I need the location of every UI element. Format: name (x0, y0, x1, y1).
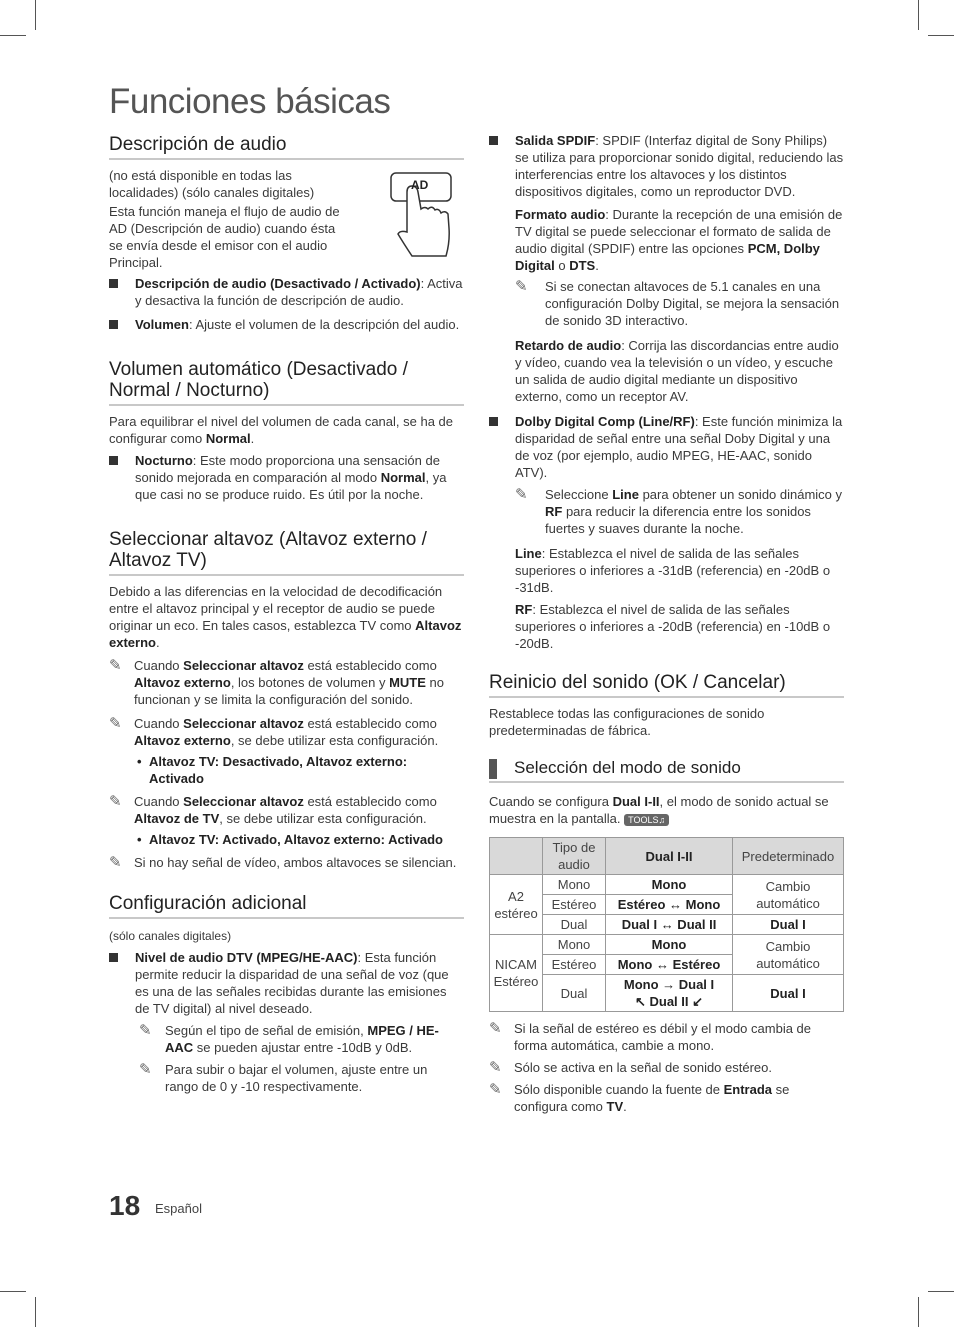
table-row (490, 838, 844, 875)
paragraph: Formato audio: Durante la recepción de una emisión de TV digital se puede seleccionar el formato de salida de audio digital (SPDIF) entre las opciones PCM, Dolby Digital o DTS. (515, 207, 843, 273)
bold-text: Entrada (723, 1082, 773, 1097)
text: Según el tipo de señal de emisión, (165, 1023, 368, 1038)
note-pencil-icon: ✎ (489, 1020, 502, 1037)
note-item (109, 657, 464, 708)
paragraph (489, 793, 844, 827)
note-item: ✎ Sólo disponible cuando la fuente de Entrada se configura como TV. (489, 1081, 790, 1114)
bold-text: Line (612, 487, 639, 502)
crop-mark (928, 1291, 954, 1292)
paragraph: Esta función maneja el flujo de audio de AD (Descripción de audio) cuando ésta se envía desde el emisor con el audio Principal. (109, 204, 340, 270)
bold-text: MPEG / HE-AAC (165, 1023, 439, 1055)
bullet-item (109, 949, 464, 1017)
text: está establecido como (303, 658, 437, 673)
crop-mark (918, 0, 919, 30)
bold-text: RF (515, 602, 533, 617)
page-title: Funciones básicas (109, 82, 391, 121)
section-heading-audio-description: Descripción de audio (109, 134, 464, 160)
text: : Durante la recepción de una emisión de TV digital se puede seleccionar el formato de salida de audio digital (SPDIF) entre las opciones (515, 207, 843, 256)
bullet-square-icon (109, 456, 118, 465)
language-label: Español (155, 1201, 202, 1216)
section-heading-auto-volume: Volumen automático (Desactivado / Normal / Nocturno) (109, 359, 464, 406)
bold-text: MUTE (389, 675, 426, 690)
table-row (490, 875, 844, 895)
bullet-item (109, 316, 464, 333)
section-heading-additional-config: Configuración adicional (109, 893, 464, 919)
note-item (515, 486, 844, 537)
text: se pueden ajustar entre -10dB y 0dB. (193, 1040, 413, 1055)
text: Para subir o bajar el volumen, ajuste entre un rango de 0 y -10 respectivamente. (165, 1062, 428, 1094)
text: está establecido como (303, 716, 437, 731)
text: : Corrija las discordancias entre audio y vídeo, cuando vea la televisión o un vídeo, y escuche un salida de audio digital mediante un dispositivo externo, como un receptor AV. (515, 338, 839, 404)
note-pencil-icon: ✎ (109, 657, 122, 674)
note-pencil-icon: ✎ (515, 278, 528, 295)
text: o (554, 258, 570, 273)
bold-text: Seleccionar altavoz (183, 794, 304, 809)
text: Para equilibrar el nivel del volumen de cada canal, se ha de configurar como (109, 414, 453, 446)
bullet-item (489, 132, 844, 200)
table-cell: Dual I (733, 915, 844, 935)
table-cell: Estéreo ↔ Mono (606, 895, 733, 915)
text: , el modo de sonido actual se muestra en la pantalla. (489, 794, 829, 826)
table-cell: Estéreo (543, 895, 606, 915)
bold-text: Line (515, 546, 542, 561)
bold-text: Altavoz externo (134, 675, 231, 690)
text: está establecido como (303, 794, 437, 809)
crop-mark (35, 1297, 36, 1327)
availability-note: (sólo canales digitales) (109, 929, 232, 943)
text: Si se conectan altavoces de 5.1 canales en una configuración Dolby Digital, se mejora la sensación de sonido 3D interactivo. (545, 279, 840, 328)
text: para obtener un sonido dinámico y (638, 487, 843, 502)
crop-mark (0, 1291, 26, 1292)
paragraph: Para equilibrar el nivel del volumen de cada canal, se ha de configurar como Normal. (109, 414, 453, 446)
note-item (489, 1020, 844, 1054)
bold-text: Altavoz externo (109, 618, 462, 650)
bullet-square-icon (489, 417, 498, 426)
note-pencil-icon: ✎ (515, 486, 528, 503)
sound-mode-table (489, 837, 844, 1012)
bold-text: Normal (380, 470, 426, 485)
bold-text: Seleccionar altavoz (183, 716, 304, 731)
text: para reducir la diferencia entre los sonidos fuertes y suaves durante la noche. (545, 504, 811, 536)
note-pencil-icon: ✎ (109, 793, 122, 810)
note-pencil-icon: ✎ (109, 854, 122, 871)
bold-text: Formato audio (515, 207, 606, 222)
table-row (490, 935, 844, 955)
text: Altavoz TV: Activado, Altavoz externo: Activado (149, 832, 443, 847)
note-pencil-icon: ✎ (489, 1081, 502, 1098)
note-pencil-icon: ✎ (139, 1061, 152, 1078)
text: Cuando (134, 716, 184, 731)
table-row (490, 975, 844, 1012)
ad-button-label: AD (411, 178, 429, 192)
table-cell: Mono (606, 875, 733, 895)
table-cell: Cambio automático (733, 935, 844, 975)
bold-text: Salida SPDIF (515, 133, 596, 148)
text: Debido a las diferencias en la velocidad de decodificación entre el altavoz principal y el receptor de audio se puede originar un eco. En tales casos, establezca TV como (109, 584, 443, 633)
bold-text: RF (545, 504, 563, 519)
paragraph (489, 545, 844, 596)
paragraph: Restablece todas las configuraciones de sonido predeterminadas de fábrica. (489, 706, 765, 738)
tools-label: TOOLS (628, 814, 659, 825)
note-item (109, 793, 464, 827)
table-header: Tipo de audio (543, 838, 606, 875)
table-cell: Mono ↔ Estéreo (606, 955, 733, 975)
table-row (490, 915, 844, 935)
text: Cuando (134, 658, 184, 673)
cell-line: Mono → Dual I (623, 977, 715, 992)
crop-mark (35, 0, 36, 30)
paragraph (489, 601, 844, 652)
text: : Este función minimiza la disparidad de señal entre una señal Doby Digital y una de voz (por ejemplo, audio MPEG, HE-AAC, sonido ATV). (515, 414, 843, 480)
tools-button-icon: TOOLS♫ (624, 814, 669, 826)
table-header: Predeterminado (733, 838, 844, 875)
table-cell: Dual I (733, 975, 844, 1012)
table-cell: Estéreo (543, 955, 606, 975)
heading-bar-icon (489, 759, 497, 779)
table-cell: Cambio automático (733, 875, 844, 915)
bold-text: PCM, Dolby Digital (515, 241, 820, 273)
text: Si la señal de estéreo es débil y el modo cambia de forma automática, cambie a mono. (514, 1021, 812, 1053)
bullet-text: : Ajuste el volumen de la descripción del audio. (188, 317, 460, 332)
table-cell: Mono (543, 875, 606, 895)
bullet-item (489, 413, 844, 481)
text: Si no hay señal de vídeo, ambos altavoces se silencian. (134, 855, 457, 870)
table-cell: A2 estéreo (490, 875, 543, 935)
availability-note: (no está disponible en todas las localidades) (sólo canales digitales) (109, 168, 315, 200)
bold-text: Dolby Digital Comp (Line/RF) (515, 414, 695, 429)
note-pencil-icon: ✎ (109, 715, 122, 732)
text: : Establezca el nivel de salida de las señales superiores o inferiores a -20dB (referencia) en -10dB o -20dB. (515, 602, 831, 651)
text: Cuando se configura (489, 794, 613, 809)
left-column (109, 134, 464, 1095)
page-number: 18 (109, 1190, 141, 1221)
bullet-item (109, 275, 464, 309)
note-item (489, 1059, 844, 1076)
text: Altavoz TV: Desactivado, Altavoz externo: Activado (149, 754, 408, 786)
text: Cuando (134, 794, 184, 809)
section-heading-sound-reset: Reinicio del sonido (OK / Cancelar) (489, 672, 844, 698)
bold-text: Seleccionar altavoz (183, 658, 304, 673)
table-cell: NICAM Estéreo (490, 935, 543, 1012)
note-item (139, 1061, 464, 1095)
table-cell: Dual I ↔ Dual II (606, 915, 733, 935)
subsection-heading-text: Selección del modo de sonido (514, 758, 741, 777)
table-header-empty (490, 838, 543, 875)
crop-mark (918, 1297, 919, 1327)
bullet-square-icon (109, 953, 118, 962)
note-item (515, 278, 844, 329)
bullet-item (109, 452, 464, 503)
bold-text: Nivel de audio DTV (MPEG/HE-AAC) (135, 950, 358, 965)
subsection-heading (489, 757, 844, 783)
text: , ya que casi no se produce ruido. Es útil por la noche. (135, 470, 447, 502)
bullet-dot-icon: • (137, 832, 142, 847)
table-header: Dual I-II (606, 838, 733, 875)
bold-text: Retardo de audio (515, 338, 622, 353)
text: : SPDIF (Interfaz digital de Sony Philips) se utiliza para proporcionar sonido digital, reduciendo las interferencias entre los altavoces y los distintos dispositivos digitales, como un reproductor DVD. (515, 133, 844, 199)
crop-mark (928, 35, 954, 36)
bold-text: DTS (569, 258, 596, 273)
paragraph (489, 337, 844, 405)
right-column (489, 132, 844, 1115)
text: , los botones de volumen y (230, 675, 390, 690)
table-cell: Mono (543, 935, 606, 955)
bold-text: Volumen (135, 317, 189, 332)
bold-text: Altavoz externo (134, 733, 231, 748)
note-item (109, 854, 464, 871)
bullet-square-icon (109, 320, 118, 329)
dot-item (135, 753, 464, 787)
bold-text: Normal (205, 431, 251, 446)
table-cell (606, 975, 733, 1012)
bullet-text: : Activa y desactiva la función de descripción de audio. (135, 276, 463, 308)
note-pencil-icon: ✎ (489, 1059, 502, 1076)
table-cell: Dual (543, 975, 606, 1012)
text: no funcionan y se limita la configuración del sonido. (134, 675, 444, 707)
bold-text: Nocturno (135, 453, 193, 468)
bullet-square-icon (489, 136, 498, 145)
section-heading-speaker-select: Seleccionar altavoz (Altavoz externo / Altavoz TV) (109, 529, 464, 576)
text: : Este modo proporciona una sensación de sonido mejorada en comparación al modo (135, 453, 440, 485)
text: Seleccione (545, 487, 613, 502)
bold-text: Dual I-II (612, 794, 660, 809)
text: : Establezca el nivel de salida de las señales superiores o inferiores a -31dB (referencia) en -20dB o -31dB. (515, 546, 831, 595)
paragraph: Debido a las diferencias en la velocidad de decodificación entre el altavoz principal y el receptor de audio se puede originar un eco. En tales casos, establezca TV como Altavoz externo. (109, 584, 462, 650)
dot-item (135, 831, 464, 848)
note-pencil-icon: ✎ (139, 1022, 152, 1039)
bold-text: TV (606, 1099, 624, 1114)
text: , se debe utilizar esta configuración. (219, 811, 427, 826)
bold-text: Descripción de audio (Desactivado / Activado) (135, 276, 421, 291)
table-cell: Dual (543, 915, 606, 935)
bullet-square-icon (109, 279, 118, 288)
text: , se debe utilizar esta configuración. (230, 733, 439, 748)
text: : Esta función permite reducir la disparidad de una señal de voz (que es una de las señales recibidas durante las emisiones de TV digital) al nivel deseado. (135, 950, 449, 1016)
cell-line: ↖ Dual II ↙ (634, 994, 703, 1009)
text: Sólo se activa en la señal de sonido estéreo. (514, 1060, 773, 1075)
crop-mark (0, 35, 26, 36)
note-item (109, 715, 464, 749)
note-item (139, 1022, 464, 1056)
bullet-dot-icon: • (137, 754, 142, 769)
bold-text: Altavoz de TV (134, 811, 220, 826)
text: se configura como (514, 1082, 790, 1114)
table-cell: Mono (606, 935, 733, 955)
text: Sólo disponible cuando la fuente de (514, 1082, 724, 1097)
